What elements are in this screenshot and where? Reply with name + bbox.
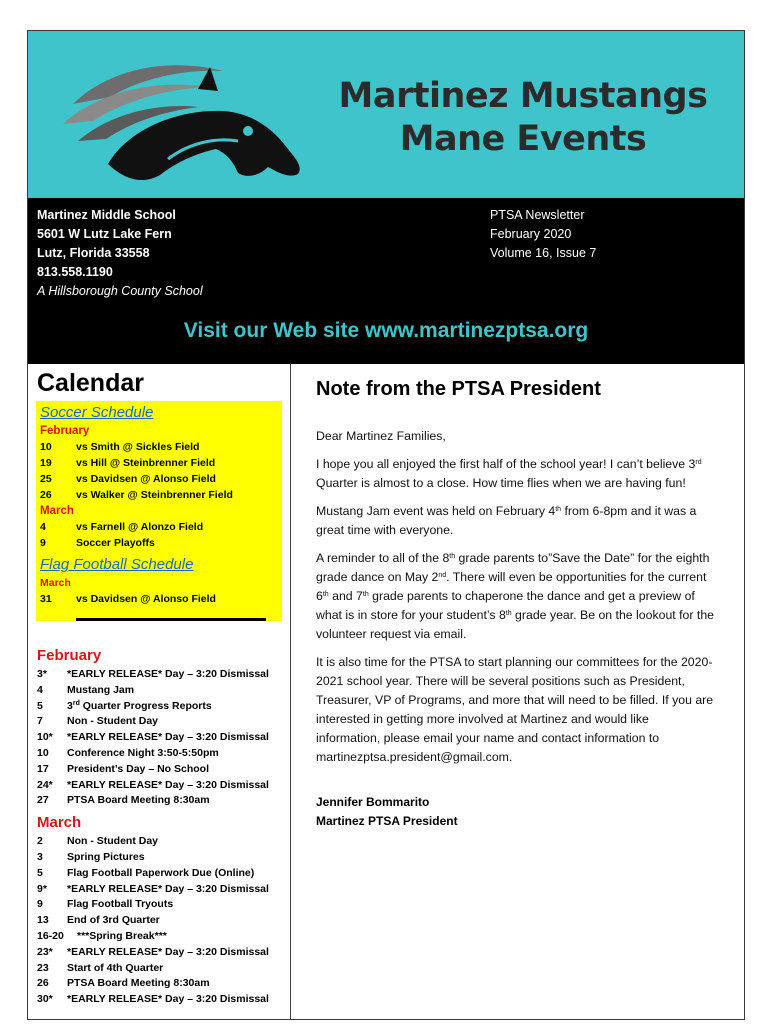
soccer-feb-label: February	[40, 425, 90, 437]
game-row: 9 Soccer Playoffs	[40, 537, 155, 549]
game-row: 26 vs Walker @ Steinbrenner Field	[40, 489, 233, 501]
newsletter-title	[313, 75, 733, 161]
event-row: 17 President’s Day – No School	[37, 762, 209, 775]
event-row: 16-20 ***Spring Break***	[37, 929, 167, 942]
game-row: 10 vs Smith @ Sickles Field	[40, 441, 200, 453]
february-label: February	[37, 647, 102, 664]
issue-info	[490, 206, 596, 263]
info-bar	[28, 198, 744, 364]
flag-schedule-title: Flag Football Schedule	[40, 556, 194, 573]
event-row: 3* *EARLY RELEASE* Day – 3:20 Dismissal	[37, 668, 269, 680]
school-city: Lutz, Florida 33558	[37, 246, 150, 260]
event-row: 26 PTSA Board Meeting 8:30am	[37, 977, 210, 990]
event-row: 5 Flag Football Paperwork Due (Online)	[37, 866, 255, 879]
greeting: Dear Martinez Families,	[316, 429, 446, 443]
issue-date: February 2020	[490, 227, 572, 241]
paragraph-3: A reminder to all of the 8th grade parents to”Save the Date” for the eighth grade dance on May 2nd. There will even be opportunities for the current 6th and 7th grade parents to chaperone the dance and get a preview of what is in store for your student’s 8th grade year. Be on the lookout for the volunteer request via email.	[316, 551, 714, 641]
flag-mar-label: March	[40, 577, 71, 589]
event-row: 13 End of 3rd Quarter	[37, 914, 160, 927]
newsletter-label: PTSA Newsletter	[490, 208, 585, 222]
paragraph-1: I hope you all enjoyed the first half of the school year! I can’t believe 3rd Quarter is almost to a close. How time flies when we are having fun!	[316, 457, 702, 490]
event-row: 3 Spring Pictures	[37, 850, 145, 863]
march-label: March	[37, 814, 82, 832]
paragraph-2: Mustang Jam event was held on February 4th from 6-8pm and it was a great time with everyone.	[316, 504, 697, 537]
issue-volume: Volume 16, Issue 7	[490, 246, 597, 260]
event-row: 2 Non - Student Day	[37, 835, 158, 848]
school-street: 5601 W Lutz Lake Fern	[37, 227, 172, 241]
event-row: 23* *EARLY RELEASE* Day – 3:20 Dismissal	[37, 945, 269, 958]
game-row: 25 vs Davidsen @ Alonso Field	[40, 473, 216, 485]
soccer-schedule-title: Soccer Schedule	[40, 404, 154, 421]
game-row: 31 vs Davidsen @ Alonso Field	[40, 593, 216, 605]
website-link[interactable]: Visit our Web site www.martinezptsa.org	[183, 319, 589, 342]
divider	[76, 618, 266, 621]
event-row: 30* *EARLY RELEASE* Day – 3:20 Dismissal	[37, 993, 269, 1006]
events-list	[37, 645, 287, 1008]
event-row: 7 Non - Student Day	[37, 715, 158, 728]
signature	[316, 793, 716, 831]
soccer-mar-label: March	[40, 505, 74, 517]
event-row: 10 Conference Night 3:50-5:50pm	[37, 746, 219, 759]
calendar-sidebar	[28, 364, 291, 1019]
signer-name: Jennifer Bommarito	[316, 795, 430, 809]
school-address	[37, 206, 203, 301]
title-line-2: Mane Events	[399, 119, 647, 159]
sports-schedule-box	[36, 401, 282, 621]
school-phone: 813.558.1190	[37, 265, 113, 279]
calendar-title: Calendar	[37, 369, 144, 397]
event-row: 4 Mustang Jam	[37, 683, 135, 696]
event-row: 23 Start of 4th Quarter	[37, 961, 164, 974]
school-district: A Hillsborough County School	[37, 284, 203, 298]
school-name: Martinez Middle School	[37, 208, 176, 222]
event-row: 9 Flag Football Tryouts	[37, 898, 174, 911]
event-row: 9* *EARLY RELEASE* Day – 3:20 Dismissal	[37, 882, 269, 895]
event-row: 24* *EARLY RELEASE* Day – 3:20 Dismissal	[37, 778, 269, 791]
masthead	[28, 31, 744, 199]
game-row: 19 vs Hill @ Steinbrenner Field	[40, 457, 216, 469]
note-title: Note from the PTSA President	[316, 378, 601, 400]
paragraph-4: It is also time for the PTSA to start planning our committees for the 2020-2021 school year. There will be several positions such as President, Treasurer, VP of Programs, and more that will need to be filled. If you are interested in getting more involved at Martinez and would like information, please email your name and contact information to martinezptsa.president@gmail.com.	[316, 655, 714, 764]
title-line-1: Martinez Mustangs	[338, 76, 708, 116]
signer-title: Martinez PTSA President	[316, 814, 458, 828]
president-note	[316, 378, 716, 831]
newsletter-page	[27, 30, 745, 1020]
game-row: 4 vs Farnell @ Alonzo Field	[40, 521, 204, 533]
event-row: 27 PTSA Board Meeting 8:30am	[37, 794, 210, 807]
event-row: 10* *EARLY RELEASE* Day – 3:20 Dismissal	[37, 731, 269, 744]
mustang-logo-icon	[48, 49, 308, 189]
event-row: 5 3rd Quarter Progress Reports	[37, 699, 212, 712]
